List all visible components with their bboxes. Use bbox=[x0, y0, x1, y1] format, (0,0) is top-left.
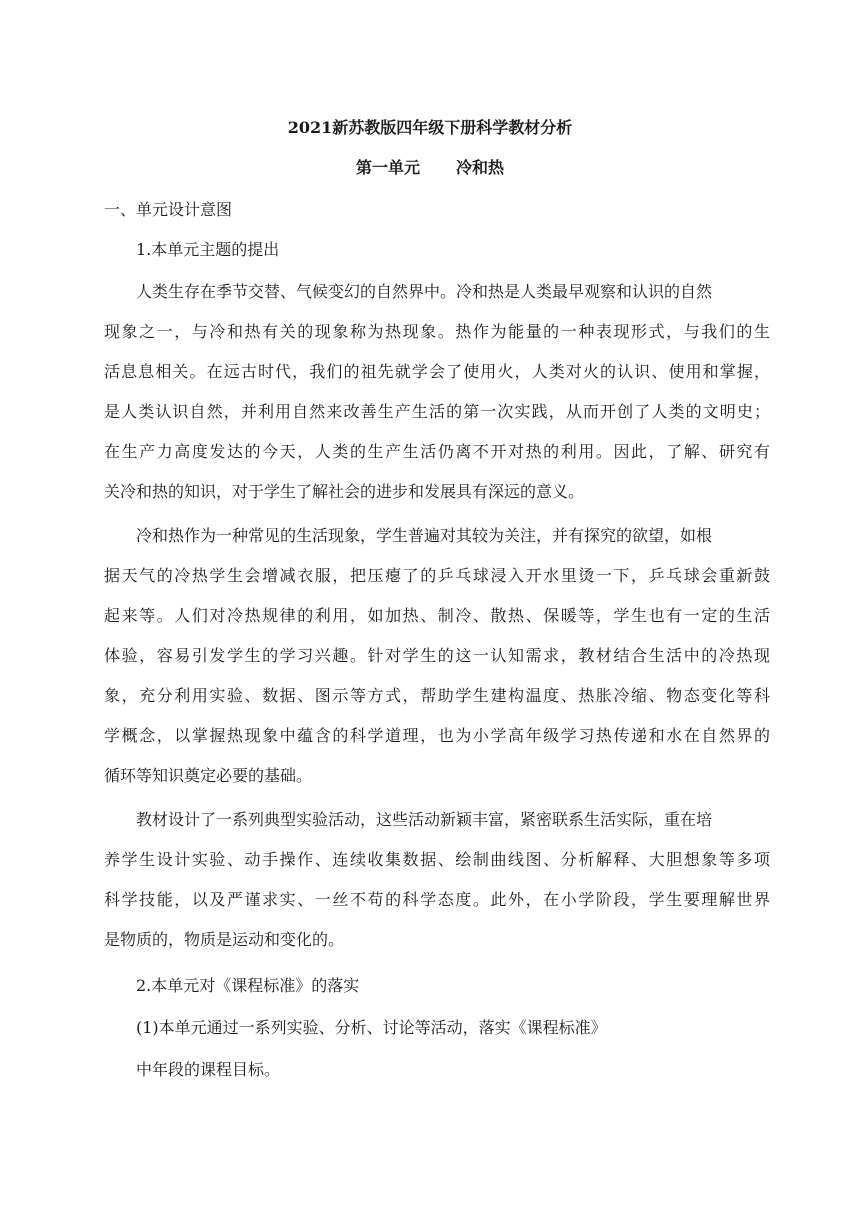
paragraph-line: 学概念，以掌握热现象中蕴含的科学道理，也为小学高年级学习热传递和水在自然界的 bbox=[104, 726, 770, 745]
subheading-theme: 1.本单元主题的提出 bbox=[136, 240, 280, 259]
list-item-1-line: (1)本单元通过一系列实验、分析、讨论等活动，落实《课程标准》 bbox=[136, 1018, 607, 1037]
unit-number: 第一单元 bbox=[355, 158, 420, 177]
paragraph-line: 教材设计了一系列典型实验活动，这些活动新颖丰富，紧密联系生活实际，重在培 bbox=[136, 810, 713, 829]
paragraph-line: 体验，容易引发学生的学习兴趣。针对学生的这一认知需求，教材结合生活中的冷热现 bbox=[104, 646, 770, 665]
paragraph-line: 活息息相关。在远古时代，我们的祖先就学会了使用火，人类对火的认识、使用和掌握， bbox=[104, 362, 770, 381]
subheading-curriculum-standard: 2.本单元对《课程标准》的落实 bbox=[136, 976, 360, 995]
paragraph-line: 在生产力高度发达的今天，人类的生产生活仍离不开对热的利用。因此，了解、研究有 bbox=[104, 442, 770, 461]
paragraph-line: 人类生存在季节交替、气候变幻的自然界中。冷和热是人类最早观察和认识的自然 bbox=[136, 282, 713, 301]
paragraph-line: 起来等。人们对冷热规律的利用，如加热、制冷、散热、保暖等，学生也有一定的生活 bbox=[104, 606, 770, 625]
paragraph-line: 循环等知识奠定必要的基础。 bbox=[104, 766, 313, 785]
paragraph-line: 现象之一，与冷和热有关的现象称为热现象。热作为能量的一种表现形式，与我们的生 bbox=[104, 322, 770, 341]
paragraph-line: 关冷和热的知识，对于学生了解社会的进步和发展具有深远的意义。 bbox=[104, 482, 585, 501]
paragraph-line: 科学技能，以及严谨求实、一丝不苟的科学态度。此外，在小学阶段，学生要理解世界 bbox=[104, 890, 770, 909]
section-heading-design-intent: 一、单元设计意图 bbox=[104, 200, 233, 219]
paragraph-line: 养学生设计实验、动手操作、连续收集数据、绘制曲线图、分析解释、大胆想象等多项 bbox=[104, 850, 770, 869]
unit-subtitle bbox=[0, 158, 860, 178]
unit-topic: 冷和热 bbox=[456, 158, 505, 177]
paragraph-line: 是人类认识自然，并利用自然来改善生产生活的第一次实践，从而开创了人类的文明史； bbox=[104, 402, 770, 421]
paragraph-line: 据天气的冷热学生会增减衣服，把压瘪了的乒乓球浸入开水里烫一下，乒乓球会重新鼓 bbox=[104, 566, 770, 585]
paragraph-line: 象，充分利用实验、数据、图示等方式，帮助学生建构温度、热胀冷缩、物态变化等科 bbox=[104, 686, 770, 705]
document-title: 2021新苏教版四年级下册科学教材分析 bbox=[287, 118, 573, 137]
paragraph-line: 冷和热作为一种常见的生活现象，学生普遍对其较为关注，并有探究的欲望，如根 bbox=[136, 526, 713, 545]
paragraph-line: 是物质的，物质是运动和变化的。 bbox=[104, 930, 345, 949]
list-item-1-continuation: 中年段的课程目标。 bbox=[136, 1060, 281, 1079]
